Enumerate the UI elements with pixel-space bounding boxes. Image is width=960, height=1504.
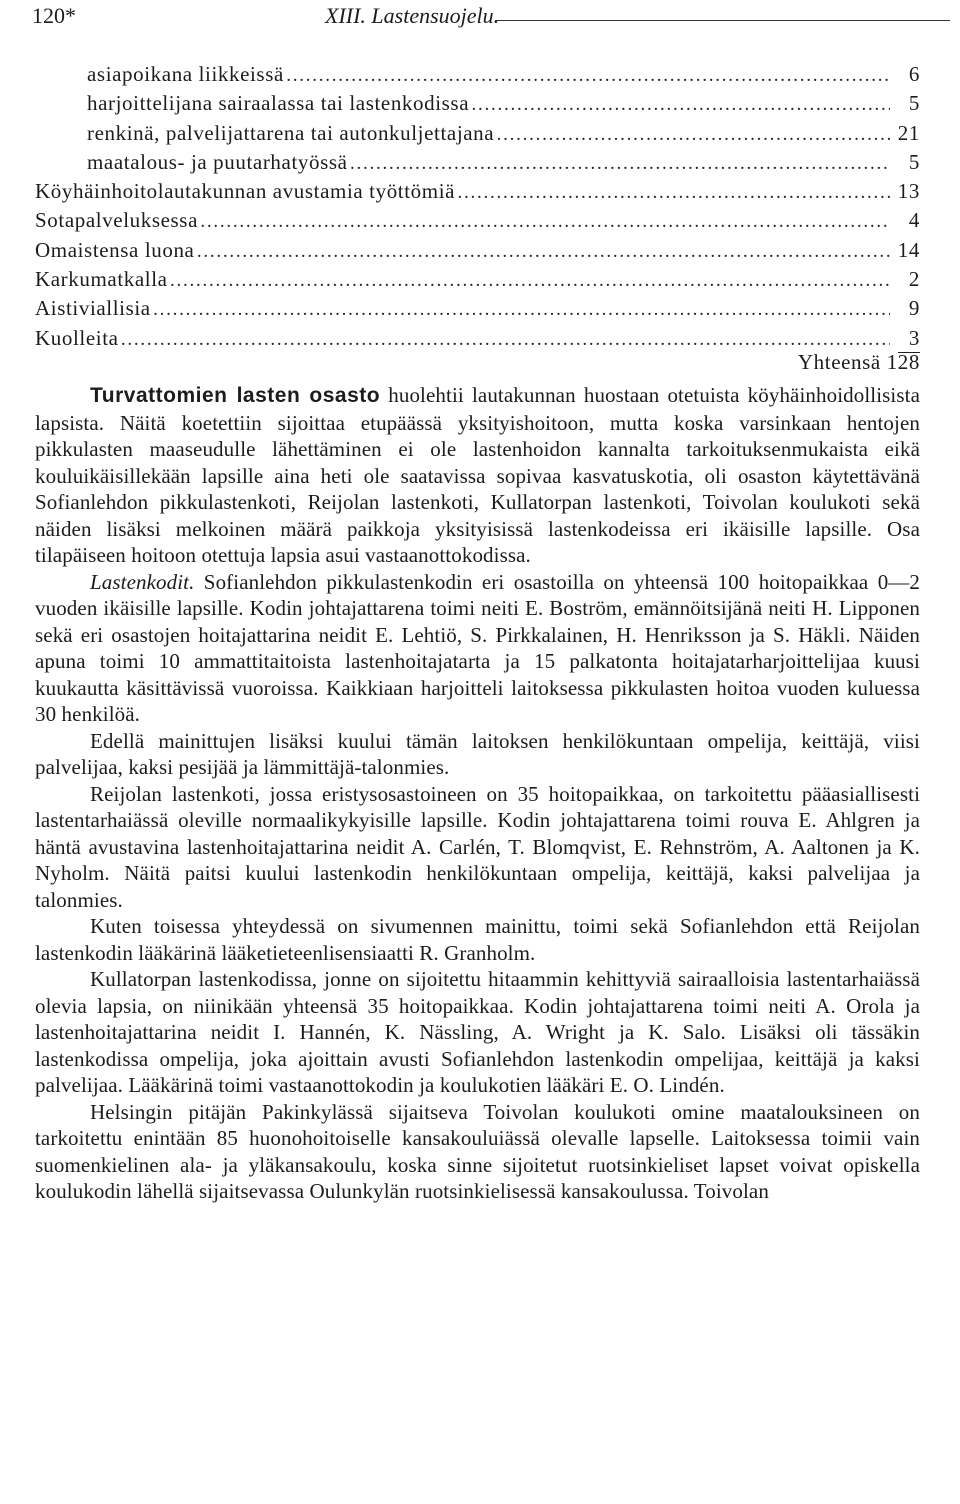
list-item-value: 13 — [897, 179, 920, 204]
dot-leader — [197, 246, 889, 262]
body-text — [35, 382, 920, 1205]
dot-leader — [458, 187, 890, 203]
dot-leader — [201, 216, 890, 232]
paragraph: Edellä mainittujen lisäksi kuului tämän laitoksen henkilökuntaan ompelija, keittäjä, viisi palvelijaa, kaksi pesijää ja lämmittäjä-talonmies. — [35, 728, 920, 779]
page-header — [30, 2, 920, 30]
header-rule — [495, 20, 950, 21]
paragraph-text: Sofianlehdon pikkulastenkodin eri osastoilla on yhteensä 100 hoitopaikkaa 0—2 vuoden ikäisille lapsille. Kodin johtajattarena toimi neiti E. Boström, emännöitsijänä neiti H. Lipponen sekä eri osastojen hoitajattarina neidit E. Lehtiö, S. Pirkkalainen, H. Henriksson ja S. Häkli. Näiden apuna toimi 10 ammattitaitoista lastenhoitajatarta ja 15 palkatonta hoitajatarharjoittelijaa kuusi kuukautta käsittävissä vuoroissa. Kaikkiaan harjoitteli laitoksessa pikkulasten hoitoa vuoden kuluessa 30 henkilöä. — [35, 569, 920, 726]
list-item-value: 2 — [908, 267, 920, 292]
list-item-value: 3 — [898, 326, 920, 353]
list-item-label: Karkumatkalla — [35, 267, 168, 292]
list-item-label: Kuolleita — [35, 325, 119, 350]
list-item — [35, 62, 920, 91]
list-item — [35, 238, 920, 267]
list-item-value: 6 — [908, 62, 920, 86]
list-item-label: Omaistensa luona — [35, 237, 195, 262]
list-item-label: maatalous- ja puutarhatyössä — [87, 149, 348, 174]
paragraph-text: huolehtii lautakunnan huostaan otetuista köyhäinhoidollisista lapsista. Näitä koetettiin sijoittaa etupäässä yksityishoitoon, mutta koska varsinkaan hentojen pikkulasten maaseudulle lähettäminen ei ole lastenhoidon kannalta tarkoituksenmukaista eikä kouluikäisillekään lapsille aina heti ole saatavissa sopivaa kasvatuskotia, oli osaston käytettävänä Sofianlehdon pikkulastenkoti, Reijolan lastenkoti, Kullatorpan lastenkoti, Toivolan koulukoti sekä näiden lisäksi melkoinen määrä paikkoja yksityisissä lastenkodeissa eri ikäisille lapsille. Osa tilapäiseen hoitoon otettuja lapsia asui vastaanottokodissa. — [35, 383, 920, 567]
section-heading: Turvattomien lasten osasto — [90, 384, 381, 407]
paragraph — [35, 569, 920, 728]
list-item-value: 9 — [908, 296, 920, 321]
list-item — [35, 208, 920, 237]
paragraph: Kuten toisessa yhteydessä on sivumennen mainittu, toimi sekä Sofianlehdon että Reijolan lastenkodin lääkärinä lääketieteenlisensiaatti R. Granholm. — [35, 914, 920, 965]
list-item — [35, 121, 920, 150]
dot-leader — [122, 334, 890, 350]
list-item-label: Aistiviallisia — [35, 296, 151, 321]
dot-leader — [171, 275, 890, 291]
paragraph — [35, 382, 920, 569]
list-item-value: 5 — [908, 91, 920, 116]
dot-leader — [351, 158, 890, 174]
paragraph: Reijolan lastenkoti, jossa eristysosastoineen on 35 hoitopaikkaa, on tarkoitettu pääasiallisesti lastentarhaiässä oleville normaalikykyisille lapsille. Kodin johtajattarena toimi rouva E. Ahlgren ja häntä avustavina lastenhoitajattarina neidit A. Carlén, T. Blomqvist, E. Rehnström, A. Aaltonen ja K. Nyholm. Näitä paitsi kuului lastenkodin henkilökuntaan ompelija, keittäjä, kaksi palvelijaa ja talonmies. — [35, 781, 920, 912]
list-item — [35, 179, 920, 208]
dot-leader — [497, 129, 890, 145]
list-item-value: 5 — [908, 149, 920, 174]
subsection-heading: Lastenkodit. — [90, 569, 195, 594]
dot-leader — [287, 70, 890, 86]
paragraph: Helsingin pitäjän Pakinkylässä sijaitseva Toivolan koulukoti omine maatalouksineen on tarkoitettu enintään 85 huonohoitoiselle kansakouluiässä olevalle lapselle. Laitoksessa toimii vain suomenkielinen ala- ja yläkansakoulu, koska sinne sijoitetut ruotsinkieliset lapset voivat opiskella koulukodin lähellä sijaitsevassa Oulunkylän ruotsinkielisessä kansakoulussa. Toivolan — [35, 1099, 920, 1203]
list-item-label: renkinä, palvelijattarena tai autonkuljettajana — [87, 120, 495, 145]
list-item-value: 4 — [908, 208, 920, 233]
page-number: 120* — [32, 3, 76, 28]
dot-leader — [154, 304, 890, 320]
list-item — [35, 296, 920, 325]
list-item-label: asiapoikana liikkeissä — [87, 62, 284, 86]
statistics-list — [35, 62, 920, 355]
paragraph: Kullatorpan lastenkodissa, jonne on sijoitettu hitaammin kehittyviä sairaalloisia lastentarhaiässä olevia lapsia, on niinikään yhteensä 35 hoitopaikkaa. Kodin johtajattarena toimi neiti A. Orola ja lastenhoitajattarina neidit I. Hannén, K. Nässling, A. Wright ja K. Salo. Lisäksi oli tässäkin lastenkodissa ompelija, joka ajoittain avusti Sofianlehdon lastenkodin ompelijaa, keittäjä ja kaksi palvelijaa. Lääkärinä toimi vastaanottokodin ja koulukotien lääkäri E. O. Lindén. — [35, 967, 920, 1097]
list-item-label: harjoittelijana sairaalassa tai lastenkodissa — [87, 91, 470, 116]
list-item — [35, 267, 920, 296]
list-item-label: Köyhäinhoitolautakunnan avustamia työttömiä — [35, 179, 456, 204]
running-title: XIII. Lastensuojelu. — [325, 3, 500, 28]
list-item — [35, 150, 920, 179]
list-item-label: Sotapalveluksessa — [35, 208, 199, 233]
list-total: Yhteensä 128 — [797, 350, 920, 374]
list-item-value: 14 — [897, 237, 920, 262]
list-item — [35, 91, 920, 120]
list-item-value: 21 — [897, 120, 920, 145]
dot-leader — [472, 99, 890, 115]
